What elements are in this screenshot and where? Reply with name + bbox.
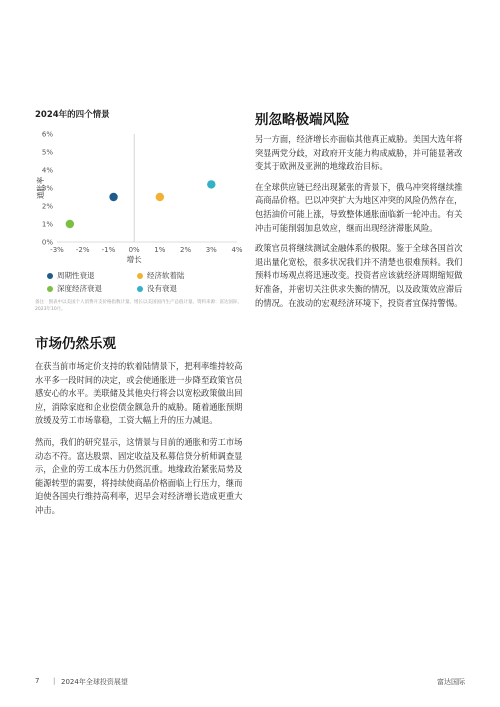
- legend-dot-icon: [47, 286, 53, 292]
- x-tick-label: -3%: [50, 246, 64, 254]
- legend-label: 深度经济衰退: [57, 284, 102, 293]
- y-tick-label: 5%: [41, 148, 53, 157]
- right-paragraph-1: 另一方面，经济增长亦面临其他真正威胁。美国大选年将突显两党分歧，对政府开支能力构成威胁，并可能显著改变其于欧洲及亚洲的地缘政治目标。: [255, 134, 463, 172]
- x-tick-label: 0%: [128, 246, 140, 254]
- chart-legend: [47, 270, 245, 294]
- chart-note: 备注：图表中以美国个人消费开支价格指数计量。增长以美国国内生产总值计量。资料来源：富达国际，2023年10月。: [35, 300, 242, 312]
- x-tick-label: 4%: [231, 246, 243, 254]
- legend-item: [137, 270, 247, 281]
- y-tick-label: 1%: [41, 220, 53, 229]
- page-number: 7: [35, 677, 40, 685]
- y-tick-label: 2%: [41, 202, 53, 211]
- legend-dot-icon: [137, 286, 143, 292]
- x-tick-label: -2%: [75, 246, 90, 254]
- right-paragraph-2: 在全球供应链已经出现紧张的背景下，俄乌冲突将继续推高商品价格。巴以冲突扩大为地区冲突的风险仍然存在，包括油价可能上涨，导致整体通胀面临新一轮冲击。有关冲击可能削弱加息效应，继而出现经济滞胀风险。: [255, 181, 463, 233]
- scenario-scatter-chart: [35, 124, 245, 264]
- x-tick-label: 3%: [205, 246, 217, 254]
- x-tick-label: 1%: [154, 246, 166, 254]
- report-title: 2024年全球投资展望: [61, 678, 128, 686]
- left-paragraph-1: 在获当前市场定价支持的软着陆情景下，把利率维持较高水平多一段时间的决定，或会使通胀进一步降至政策官员感安心的水平。美联储及其他央行将会以宽松政策做出回应，消除家庭和企业偿债金额急升的威胁。随着通胀预期放缓及劳工市场靠稳，工资大幅上升的压力减退。: [35, 361, 243, 426]
- y-tick-label: 0%: [41, 238, 53, 247]
- scenario-point: [66, 220, 74, 228]
- legend-item: [137, 283, 247, 294]
- scenario-point: [156, 193, 164, 201]
- chart-title: 2024年的四个情景: [35, 110, 110, 120]
- y-tick-label: 4%: [41, 166, 53, 175]
- scenario-point: [207, 180, 215, 188]
- right-column: [255, 108, 468, 310]
- brand-name: 富达国际: [437, 678, 465, 686]
- left-paragraph-2: 然而，我们的研究显示，这情景与目前的通胀和劳工市场动态不符。富达股票、固定收益及私募信贷分析师调查显示，企业的劳工成本压力仍然沉重。地缘政治紧张局势及能源转型的需要，将持续使商品价格面临上行压力，继而迫使各国央行维持高利率，迟早会对经济增长造成更重大冲击。: [35, 436, 243, 515]
- legend-dot-icon: [137, 273, 143, 279]
- legend-label: 没有衰退: [147, 284, 177, 293]
- scenario-point: [109, 193, 117, 201]
- y-axis-label: 通胀率: [36, 176, 45, 200]
- y-tick-label: 6%: [41, 130, 53, 139]
- left-column: [35, 108, 245, 518]
- legend-label: 经济软着陆: [147, 271, 185, 280]
- left-heading: 市场仍然乐观: [35, 336, 116, 352]
- legend-label: 周期性衰退: [57, 271, 95, 280]
- legend-item: [47, 270, 137, 281]
- footer-separator: |: [53, 677, 56, 685]
- y-tick-label: 3%: [41, 184, 53, 193]
- legend-item: [47, 283, 137, 294]
- legend-dot-icon: [47, 273, 53, 279]
- right-heading: 别忽略极端风险: [255, 112, 350, 128]
- x-tick-label: -1%: [101, 246, 116, 254]
- right-paragraph-3: 政策官员将继续测试金融体系的极限。鉴于全球各国首次退出量化宽松，很多状况我们并不清楚也很难预料。我们预料市场观点将迅速改变。投资者应该就经济周期缩短做好准备，并密切关注供求失衡的情况，以及政策效应滞后的情况。在波动的宏观经济环境下，投资者宜保持警惕。: [255, 243, 463, 308]
- x-tick-label: 2%: [180, 246, 192, 254]
- x-axis-label: 增长: [126, 255, 142, 264]
